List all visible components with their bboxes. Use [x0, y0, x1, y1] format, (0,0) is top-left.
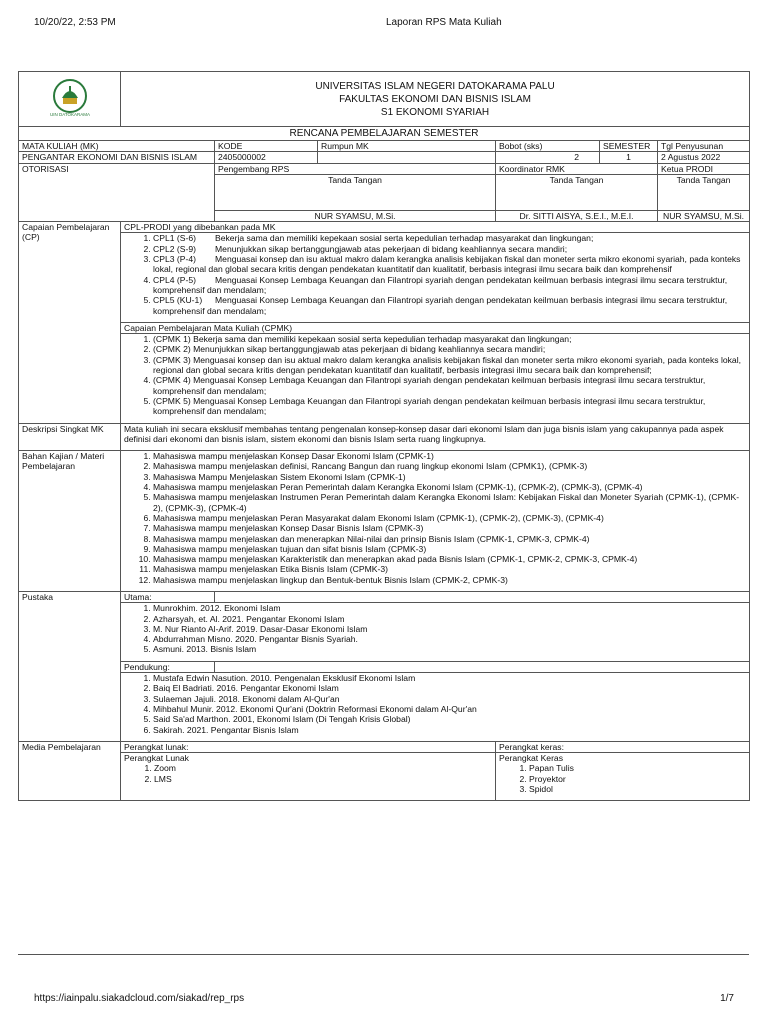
bahan-kajian-cell [121, 451, 750, 592]
name-pengembang: NUR SYAMSU, M.Si. [215, 210, 496, 221]
perangkat-keras-header: Perangkat keras: [496, 741, 750, 752]
role-ketua: Ketua PRODI [658, 163, 750, 174]
list-item: 5. CPL5 (KU-1) Menguasai Konsep Lembaga Keuangan dan Filantropi syariah dengan pendekatan keilmuan berbasis integrasi ilmu secara terstruktur, komprehensif dan mendalam; [153, 295, 746, 316]
institution-header [121, 72, 750, 127]
logo-text: UIN DATOKARAMA [49, 111, 90, 117]
name-ketua: NUR SYAMSU, M.Si. [658, 210, 750, 221]
university-logo [49, 78, 91, 118]
tgl-header: Tgl Penyusunan [658, 141, 750, 152]
list-item: 4. Mahasiswa mampu menjelaskan Peran Pemerintah dalam Kerangka Ekonomi Islam (CPMK-1), (CPMK-2), (CPMK-3), (CPMK-4) [153, 482, 746, 492]
bobot-value: 2 [496, 152, 600, 163]
list-item: 1. CPL1 (S-6) Bekerja sama dan memiliki kepekaan sosial serta kepedulian terhadap masyarakat dan lingkungan; [153, 233, 746, 243]
rumpun-value [318, 152, 496, 163]
tgl-value: 2 Agustus 2022 [658, 152, 750, 163]
pustaka-pendukung-blank [215, 661, 750, 672]
deskripsi-text: Mata kuliah ini secara eksklusif membahas tentang pengenalan konsep-konsep dasar dari ekonomi Islam dan juga bisnis islam yang cakupannya pada aspek definisi dari ekonomi dan bisnis islam, sistem ekonomi dan bisnis Islam serta ruang lingkupnya. [121, 423, 750, 451]
list-item: 5. Asmuni. 2013. Bisnis Islam [153, 644, 746, 654]
list-item: 5. (CPMK 5) Menguasai Konsep Lembaga Keuangan dan Filantropi syariah dengan pendekatan keilmuan berbasis integrasi ilmu secara terstruktur, komprehensif dan mendalam; [153, 396, 746, 417]
list-item: 5. Said Sa'ad Marthon. 2001, Ekonomi Islam (Di Tengah Krisis Global) [153, 714, 746, 724]
mk-header: MATA KULIAH (MK) [19, 141, 215, 152]
list-item: 1. Mustafa Edwin Nasution. 2010. Pengenalan Eksklusif Ekonomi Islam [153, 673, 746, 683]
page-number: 1/7 [720, 993, 734, 1004]
pustaka-utama-list [124, 603, 746, 654]
rumpun-header: Rumpun MK [318, 141, 496, 152]
list-item: 3. Mahasiswa Mampu Menjelaskan Sistem Ekonomi Islam (CPMK-1) [153, 472, 746, 482]
cpmk-header: Capaian Pembelajaran Mata Kuliah (CPMK) [121, 322, 750, 333]
deskripsi-label: Deskripsi Singkat MK [19, 423, 121, 451]
list-item: 2. Mahasiswa mampu menjelaskan definisi, Rancang Bangun dan ruang lingkup ekonomi Islam (CPMK1), (CPMK-3) [153, 461, 746, 471]
cpmk-list-cell [121, 334, 750, 423]
list-item: 2. Azharsyah, et. Al. 2021. Pengantar Ekonomi Islam [153, 614, 746, 624]
signature-pengembang: Tanda Tangan [215, 174, 496, 210]
rps-document [18, 71, 749, 801]
pustaka-utama-cell [121, 603, 750, 661]
list-item: 2. Baiq El Badriati. 2016. Pengantar Ekonomi Islam [153, 683, 746, 693]
name-koordinator: Dr. SITTI AISYA, S.E.I., M.E.I. [496, 210, 658, 221]
list-item: 7. Mahasiswa mampu menjelaskan Konsep Dasar Bisnis Islam (CPMK-3) [153, 523, 746, 533]
list-item: 1. Zoom [154, 763, 492, 773]
list-item: 2. CPL2 (S-9) Menunjukkan sikap bertanggungjawab atas pekerjaan di bidang keahliannya secara mandiri; [153, 244, 746, 254]
list-item: 3. M. Nur Rianto Al-Arif. 2019. Dasar-Dasar Ekonomi Islam [153, 624, 746, 634]
logo-cell [19, 72, 121, 127]
list-item: 2. Proyektor [529, 774, 746, 784]
bobot-header: Bobot (sks) [496, 141, 600, 152]
semester-header: SEMESTER [600, 141, 658, 152]
cp-label: Capaian Pembelajaran (CP) [19, 222, 121, 423]
rps-table [18, 71, 750, 801]
list-item: 3. Sulaeman Jajuli. 2018. Ekonomi dalam Al-Qur'an [153, 694, 746, 704]
kode-value: 2405000002 [215, 152, 318, 163]
media-label: Media Pembelajaran [19, 741, 121, 800]
perangkat-keras-title: Perangkat Keras [499, 753, 564, 764]
cpmk-list [124, 334, 746, 416]
perangkat-keras-list [499, 763, 746, 794]
list-item: 8. Mahasiswa mampu menjelaskan dan menerapkan Nilai-nilai dan prinsip Bisnis Islam (CPMK-1, CPMK-3, CPMK-4) [153, 534, 746, 544]
list-item: 12. Mahasiswa mampu menjelaskan lingkup dan Bentuk-bentuk Bisnis Islam (CPMK-2, CPMK-3) [153, 575, 746, 585]
otorisasi-label: OTORISASI [19, 163, 215, 222]
semester-value: 1 [600, 152, 658, 163]
print-datetime: 10/20/22, 2:53 PM [34, 17, 116, 28]
list-item: 10. Mahasiswa mampu menjelaskan Karakteristik dan menerapkan akad pada Bisnis Islam (CPMK-1, CPMK-2, CPMK-3, CPMK-4) [153, 554, 746, 564]
university-name: UNIVERSITAS ISLAM NEGERI DATOKARAMA PALU [315, 80, 555, 92]
list-item: 1. Munrokhim. 2012. Ekonomi Islam [153, 603, 746, 613]
list-item: 3. Spidol [529, 784, 746, 794]
signature-ketua: Tanda Tangan [658, 174, 750, 210]
perangkat-lunak-title: Perangkat Lunak [124, 753, 189, 764]
cpl-list-cell [121, 233, 750, 322]
list-item: 11. Mahasiswa mampu menjelaskan Etika Bisnis Islam (CPMK-3) [153, 564, 746, 574]
list-item: 4. (CPMK 4) Menguasai Konsep Lembaga Keuangan dan Filantropi syariah dengan pendekatan keilmuan berbasis integrasi ilmu secara terstruktur, komprehensif dan mendalam; [153, 375, 746, 396]
list-item: 1. (CPMK 1) Bekerja sama dan memiliki kepekaan sosial serta kepedulian terhadap masyarakat dan lingkungan; [153, 334, 746, 344]
pustaka-utama-label: Utama: [121, 591, 215, 602]
cpl-header: CPL-PRODI yang dibebankan pada MK [121, 222, 750, 233]
list-item: 2. (CPMK 2) Menunjukkan sikap bertanggungjawab atas pekerjaan di bidang keahliannya secara mandiri; [153, 344, 746, 354]
bahan-kajian-list [124, 451, 746, 585]
perangkat-lunak-header: Perangkat lunak: [121, 741, 496, 752]
list-item: 3. (CPMK 3) Menguasai konsep dan isu aktual makro dalam kerangka analisis kebijakan fiskal dan moneter serta mikro ekonomi syariah, pada konteks lokal, regional dan global secara kritis dengan pendekatan kuantitatif dan kualitatif, berbasis integrasi ilmu secara baik dan komprehensif; [153, 355, 746, 376]
faculty-name: FAKULTAS EKONOMI DAN BISNIS ISLAM [339, 93, 531, 105]
bahan-kajian-label: Bahan Kajian / Materi Pembelajaran [19, 451, 121, 592]
mk-value: PENGANTAR EKONOMI DAN BISNIS ISLAM [19, 152, 215, 163]
kode-header: KODE [215, 141, 318, 152]
pustaka-pendukung-label: Pendukung: [121, 661, 215, 672]
list-item: 6. Mahasiswa mampu menjelaskan Peran Masyarakat dalam Ekonomi Islam (CPMK-1), (CPMK-2), (CPMK-3), (CPMK-4) [153, 513, 746, 523]
print-title: Laporan RPS Mata Kuliah [386, 17, 502, 28]
role-koordinator: Koordinator RMK [496, 163, 658, 174]
perangkat-keras-cell [496, 753, 750, 801]
document-title: RENCANA PEMBELAJARAN SEMESTER [19, 127, 750, 141]
list-item: 5. Mahasiswa mampu menjelaskan Instrumen Peran Pemerintah dalam Kerangka Ekonomi Islam: Kebijakan Fiskal dan Moneter Syariah (CPMK-1), (CPMK-2), (CPMK-3), (CPMK-4) [153, 492, 746, 513]
perangkat-lunak-cell [121, 753, 496, 801]
divider [18, 954, 749, 955]
list-item: 1. Papan Tulis [529, 763, 746, 773]
perangkat-lunak-list [124, 763, 492, 784]
list-item: 3. CPL3 (P-4) Menguasai konsep dan isu aktual makro dalam kerangka analisis kebijakan fiskal dan moneter serta mikro ekonomi syariah, pada konteks lokal, regional dan global secara kritis dengan pendekatan kuantitatif dan kualitatif, berbasis integrasi ilmu secara baik dan komprehensif [153, 254, 746, 275]
cpl-list [124, 233, 746, 315]
pustaka-pendukung-list [124, 673, 746, 735]
print-url: https://iainpalu.siakadcloud.com/siakad/rep_rps [34, 993, 245, 1004]
list-item: 4. Mihbahul Munir. 2012. Ekonomi Qur'ani (Doktrin Reformasi Ekonomi dalam Al-Qur'an [153, 704, 746, 714]
signature-koordinator: Tanda Tangan [496, 174, 658, 210]
list-item: 9. Mahasiswa mampu menjelaskan tujuan dan sifat bisnis Islam (CPMK-3) [153, 544, 746, 554]
role-pengembang: Pengembang RPS [215, 163, 496, 174]
program-name: S1 EKONOMI SYARIAH [380, 106, 490, 118]
pustaka-utama-blank [215, 591, 750, 602]
list-item: 6. Sakirah. 2021. Pengantar Bisnis Islam [153, 725, 746, 735]
list-item: 4. Abdurrahman Misno. 2020. Pengantar Bisnis Syariah. [153, 634, 746, 644]
list-item: 2. LMS [154, 774, 492, 784]
list-item: 1. Mahasiswa mampu menjelaskan Konsep Dasar Ekonomi Islam (CPMK-1) [153, 451, 746, 461]
list-item: 4. CPL4 (P-5) Menguasai Konsep Lembaga Keuangan dan Filantropi syariah dengan pendekatan keilmuan berbasis integrasi ilmu secara terstruktur, komprehensif dan mendalam; [153, 275, 746, 296]
pustaka-pendukung-cell [121, 673, 750, 742]
pustaka-label: Pustaka [19, 591, 121, 741]
